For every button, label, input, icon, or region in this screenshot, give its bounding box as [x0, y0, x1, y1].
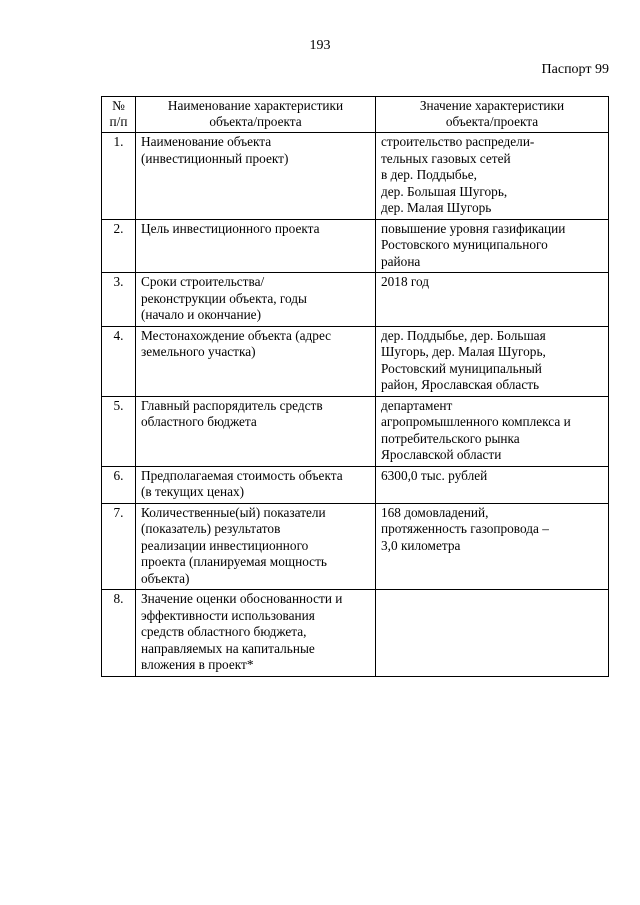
page-number: 193: [309, 38, 331, 53]
row-value: 168 домовладений, протяженность газопровода – 3,0 километра: [376, 503, 609, 590]
row-name: Цель инвестиционного проекта: [136, 219, 376, 273]
row-name: Количественные(ый) показатели (показатель) результатов реализации инвестиционного проекта (планируемая мощность объекта): [136, 503, 376, 590]
row-num: 3.: [102, 273, 136, 327]
header-name: Наименование характеристики объекта/проекта: [136, 97, 376, 133]
header-num: № п/п: [102, 97, 136, 133]
row-value: строительство распредели- тельных газовых сетей в дер. Поддыбье, дер. Большая Шугорь, дер. Малая Шугорь: [376, 133, 609, 220]
row-num: 8.: [102, 590, 136, 677]
table-header-row: [102, 97, 609, 133]
table-row: [102, 273, 609, 327]
passport-table: [101, 96, 609, 677]
table-row: [102, 219, 609, 273]
row-value: дер. Поддыбье, дер. Большая Шугорь, дер. Малая Шугорь, Ростовский муниципальный район, Ярославская область: [376, 326, 609, 396]
row-num: 6.: [102, 466, 136, 503]
row-name: Значение оценки обоснованности и эффективности использования средств областного бюджета, направляемых на капитальные вложения в проект*: [136, 590, 376, 677]
header-value: Значение характеристики объекта/проекта: [376, 97, 609, 133]
row-name: Сроки строительства/ реконструкции объекта, годы (начало и окончание): [136, 273, 376, 327]
row-value: департамент агропромышленного комплекса и потребительского рынка Ярославской области: [376, 396, 609, 466]
table-row: [102, 133, 609, 220]
row-num: 1.: [102, 133, 136, 220]
row-value: повышение уровня газификации Ростовского муниципального района: [376, 219, 609, 273]
row-name: Местонахождение объекта (адрес земельного участка): [136, 326, 376, 396]
row-value: 2018 год: [376, 273, 609, 327]
table-row: [102, 396, 609, 466]
table-row: [102, 466, 609, 503]
row-num: 2.: [102, 219, 136, 273]
row-value: 6300,0 тыс. рублей: [376, 466, 609, 503]
table-row: [102, 590, 609, 677]
table-row: [102, 326, 609, 396]
row-num: 7.: [102, 503, 136, 590]
row-num: 4.: [102, 326, 136, 396]
table-row: [102, 503, 609, 590]
row-num: 5.: [102, 396, 136, 466]
row-value: [376, 590, 609, 677]
row-name: Наименование объекта (инвестиционный проект): [136, 133, 376, 220]
passport-label: Паспорт 99: [541, 62, 609, 77]
row-name: Предполагаемая стоимость объекта (в текущих ценах): [136, 466, 376, 503]
row-name: Главный распорядитель средств областного бюджета: [136, 396, 376, 466]
